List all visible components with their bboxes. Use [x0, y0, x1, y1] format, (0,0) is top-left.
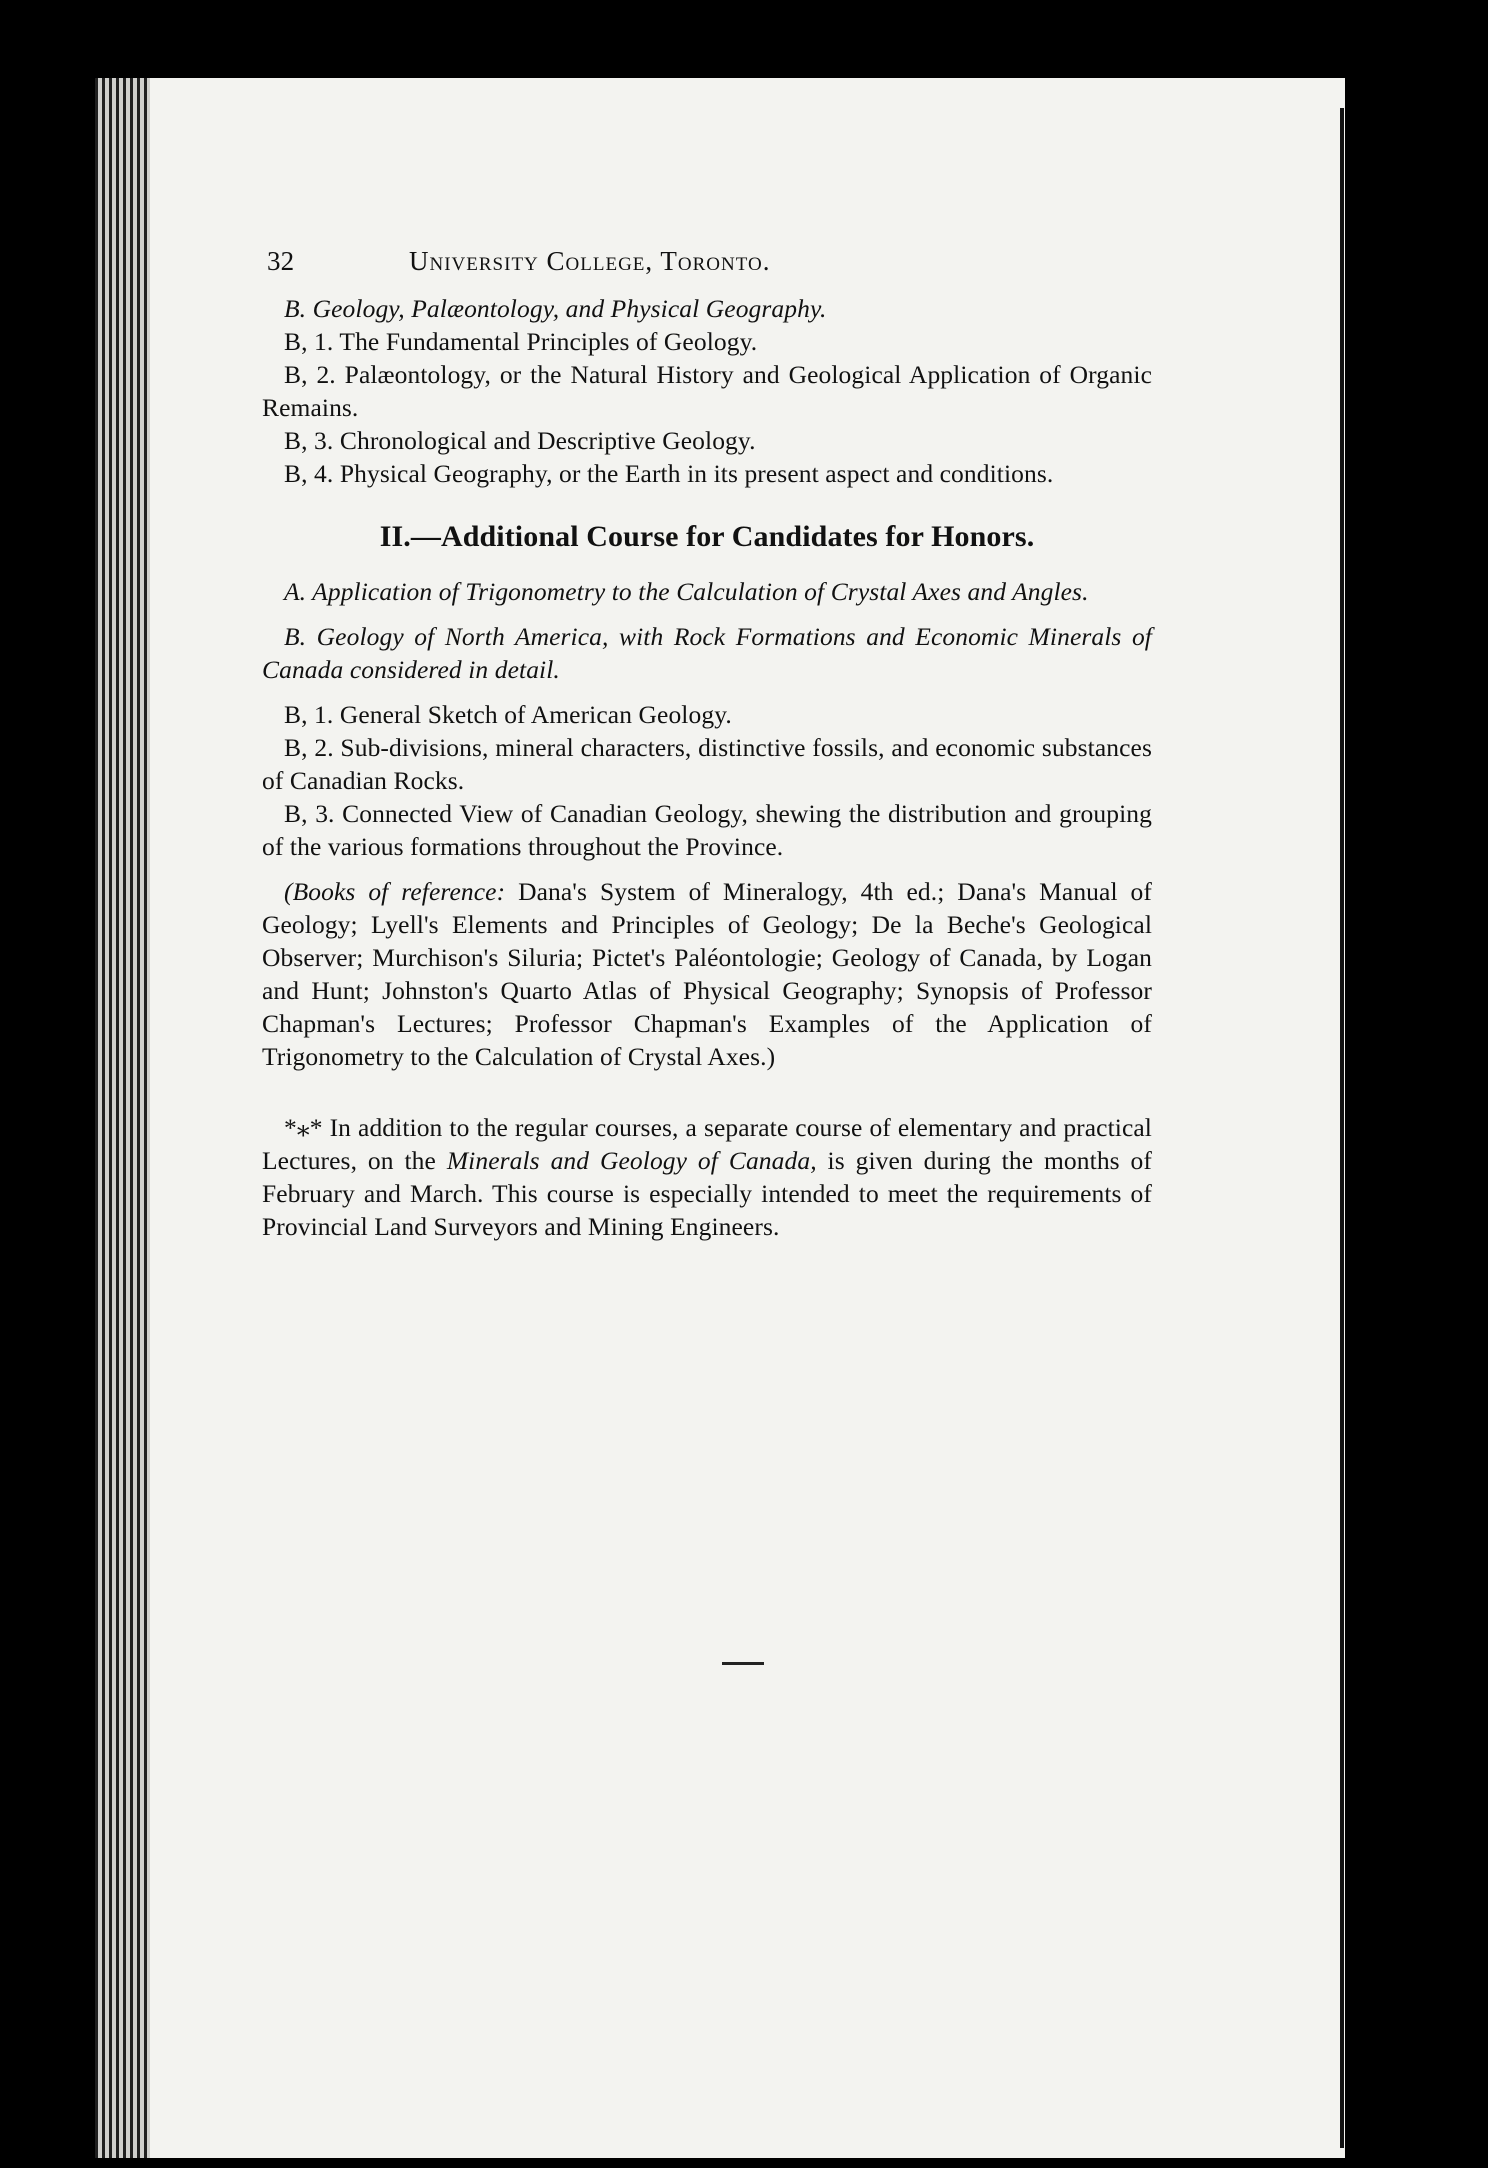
honors-item: B, 2. Sub-divisions, mineral characters, distinctive fossils, and economic substances of Canadian Rocks. [262, 733, 1152, 795]
section-b-title: B. Geology, Palæontology, and Physical Geography. [284, 294, 827, 323]
note-paragraph [262, 1111, 1152, 1243]
section-b-item: B, 4. Physical Geography, or the Earth in its present aspect and conditions. [284, 459, 1054, 488]
running-title: University College, Toronto. [409, 246, 771, 276]
running-header [262, 245, 1152, 278]
book-spine-edge [95, 78, 150, 2158]
section-b-item: B, 3. Chronological and Descriptive Geology. [284, 426, 756, 455]
honors-heading: II.—Additional Course for Candidates for Honors. [379, 520, 1035, 553]
honors-b-title: B. Geology of North America, with Rock Formations and Economic Minerals of Canada considered in detail. [262, 622, 1152, 684]
note-text-1: In addition to the regular courses, a separate course of elementary and practical Lectures, on the [262, 1113, 1152, 1175]
section-end-rule [722, 1662, 764, 1665]
references-paragraph [262, 875, 1152, 1073]
references-text: Dana's System of Mineralogy, 4th ed.; Dana's Manual of Geology; Lyell's Elements and Principles of Geology; De la Beche's Geological Observer; Murchison's Siluria; Pictet's Paléontologie; Geology of Canada, by Logan and Hunt; Johnston's Quarto Atlas of Physical Geography; Synopsis of Professor Chapman's Lectures; Professor Chapman's Examples of the Application of Trigonometry to the Calculation of Crystal Axes.) [262, 877, 1153, 1071]
references-label: (Books of reference: [284, 877, 506, 906]
section-b-item: B, 2. Palæontology, or the Natural History and Geological Application of Organic Remains. [262, 360, 1152, 422]
note-text-2: is given during the months of February and March. This course is especially intended to meet the requirements of Provincial Land Surveyors and Mining Engineers. [262, 1146, 1152, 1241]
note-marker: *⁎* [284, 1113, 323, 1142]
page-edge-rule [1340, 108, 1344, 2148]
note-text-italic: Minerals and Geology of Canada, [446, 1146, 817, 1175]
page-content [262, 245, 1152, 1243]
section-b-item: B, 1. The Fundamental Principles of Geology. [284, 327, 758, 356]
honors-a-title: A. Application of Trigonometry to the Calculation of Crystal Axes and Angles. [284, 577, 1089, 606]
page-number: 32 [267, 246, 295, 276]
honors-item: B, 1. General Sketch of American Geology. [284, 700, 732, 729]
honors-item: B, 3. Connected View of Canadian Geology, shewing the distribution and grouping of the various formations throughout the Province. [262, 799, 1152, 861]
